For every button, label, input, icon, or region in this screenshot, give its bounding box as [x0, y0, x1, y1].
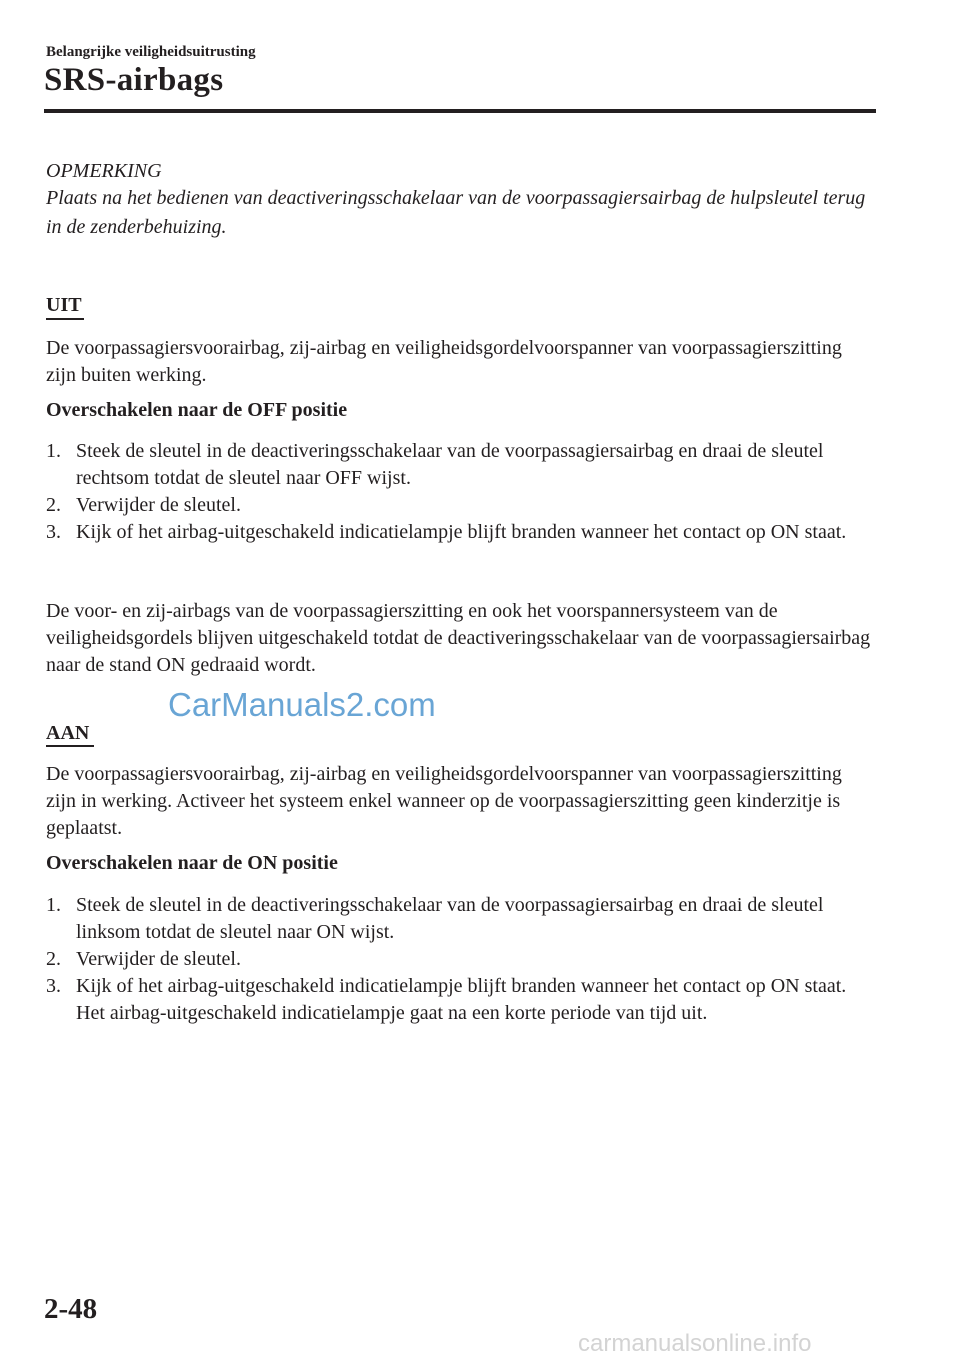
- footer-watermark: carmanualsonline.info: [578, 1330, 812, 1357]
- step-text: Kijk of het airbag-uitgeschakeld indicatielampje blijft branden wanneer het contact op ON staat.: [76, 521, 847, 543]
- on-procedure-title: Overschakelen naar de ON positie: [46, 852, 338, 874]
- step-number: 1.: [46, 894, 61, 916]
- off-heading: UIT: [46, 294, 82, 316]
- note-heading: OPMERKING: [46, 160, 162, 182]
- note-text: Plaats na het bedienen van deactiveringsschakelaar van de voorpassagiersairbag de hulpsleutel terug in de zenderbehuizing.: [46, 187, 866, 238]
- on-description: De voorpassagiersvoorairbag, zij-airbag en veiligheidsgordelvoorspanner van voorpassagierszitting zijn in werking. Activeer het systeem enkel wanneer op de voorpassagierszitting geen kinderzitje is geplaatst.: [46, 763, 842, 839]
- page-title: SRS-airbags: [44, 62, 224, 98]
- section-label: Belangrijke veiligheidsuitrusting: [46, 44, 256, 60]
- off-footer-text: De voor- en zij-airbags van de voorpassagierszitting en ook het voorspannersysteem van de veiligheidsgordels blijven uitgeschakeld totdat de deactiveringsschakelaar van de voorpassagiersairbag naar de stand ON gedraaid wordt.: [46, 600, 871, 676]
- off-procedure-title: Overschakelen naar de OFF positie: [46, 399, 348, 421]
- step-text: Kijk of het airbag-uitgeschakeld indicatielampje blijft branden wanneer het contact op ON staat. Het airbag-uitgeschakeld indicatielampje gaat na een korte periode van tijd uit.: [76, 975, 847, 1024]
- step-number: 2.: [46, 494, 61, 516]
- step-text: Verwijder de sleutel.: [76, 494, 241, 516]
- off-heading-underline: [46, 318, 84, 320]
- step-number: 3.: [46, 975, 61, 997]
- on-heading: AAN: [46, 722, 90, 744]
- title-divider: [44, 109, 876, 113]
- step-text: Steek de sleutel in de deactiveringsschakelaar van de voorpassagiersairbag en draai de sleutel rechtsom totdat de sleutel naar OFF wijst.: [76, 440, 824, 489]
- on-step-3: [46, 973, 876, 1027]
- step-text: Verwijder de sleutel.: [76, 948, 241, 970]
- off-step-1: [46, 438, 876, 492]
- off-step-2: [46, 492, 876, 519]
- watermark-logo: CarManuals2.com: [168, 686, 436, 723]
- step-number: 1.: [46, 440, 61, 462]
- page-number: 2-48: [44, 1293, 98, 1325]
- step-text: Steek de sleutel in de deactiveringsschakelaar van de voorpassagiersairbag en draai de sleutel linksom totdat de sleutel naar ON wijst.: [76, 894, 824, 943]
- off-step-3: [46, 519, 876, 546]
- on-heading-underline: [46, 745, 94, 747]
- off-description: De voorpassagiersvoorairbag, zij-airbag en veiligheidsgordelvoorspanner van voorpassagierszitting zijn buiten werking.: [46, 337, 842, 386]
- step-number: 2.: [46, 948, 61, 970]
- on-step-1: [46, 892, 876, 946]
- on-step-2: [46, 946, 876, 973]
- step-number: 3.: [46, 521, 61, 543]
